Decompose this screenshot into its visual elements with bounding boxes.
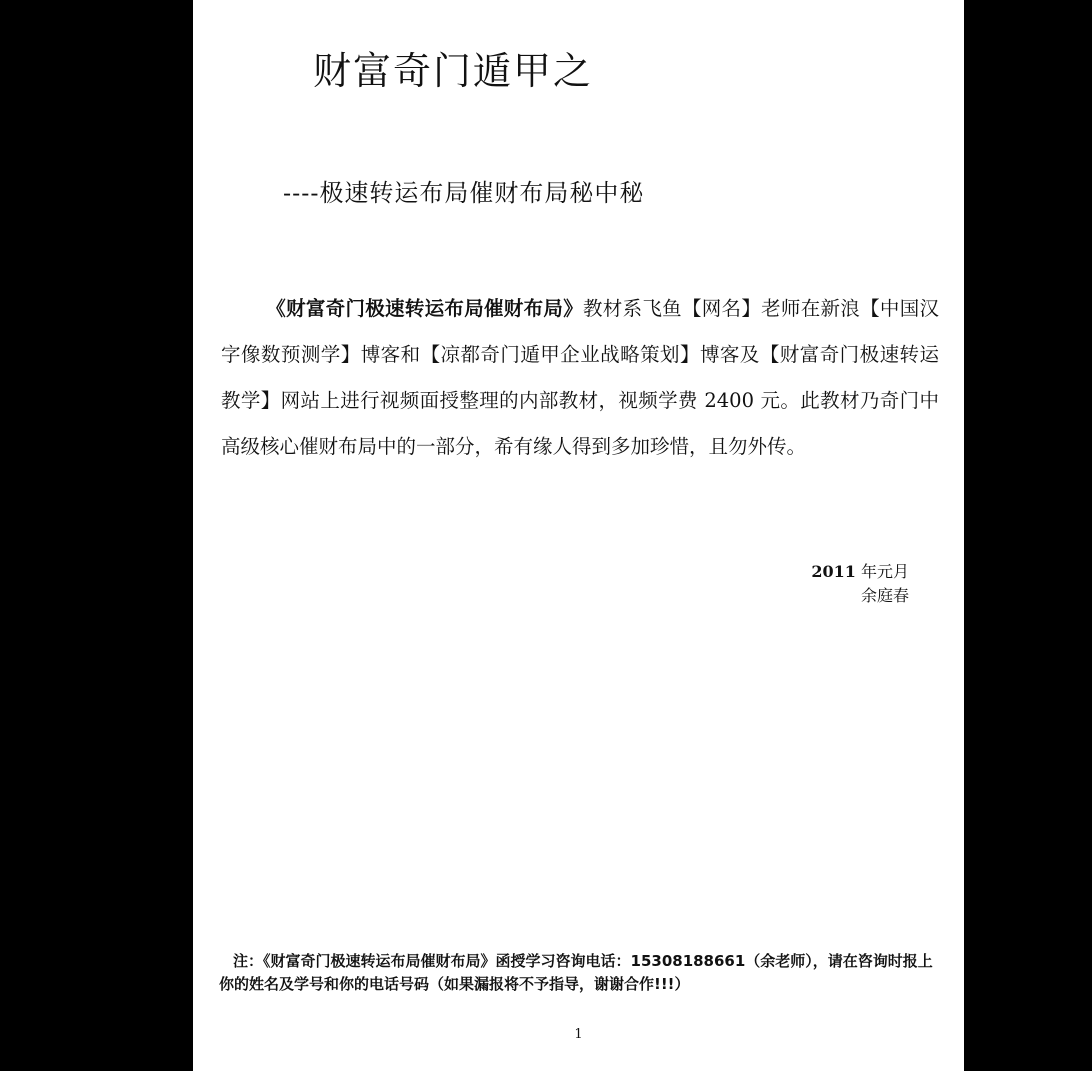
author-name: 余庭春 [860,586,909,605]
body-paragraph [221,286,939,470]
document-subtitle: ----极速转运布局催财布局秘中秘 [283,179,645,207]
document-title: 财富奇门遁甲之 [313,49,594,93]
document-page [193,0,964,1071]
signature-block [811,560,909,608]
date-month: 年元月 [860,562,909,581]
footer-note [219,950,939,996]
page-number: 1 [574,1027,583,1042]
body-text: 教材系飞鱼【网名】老师在新浪【中国汉字像数预测学】博客和【凉都奇门遁甲企业战略策划】博客及【财富奇门极速转运教学】网站上进行视频面授整理的内部教材，视频学费 2400 元。此教材乃奇门中高级核心催财布局中的一部分，希有缘人得到多加珍惜，且勿外传。 [221,297,939,458]
date-year: 2011 [811,562,856,581]
book-title-lead: 《财富奇门极速转运布局催财布局》 [266,297,583,320]
date-line [811,560,909,584]
note-text: 注：《财富奇门极速转运布局催财布局》函授学习咨询电话：15308188661（余老师），请在咨询时报上你的姓名及学号和你的电话号码（如果漏报将不予指导，谢谢合作!!!） [219,952,933,993]
